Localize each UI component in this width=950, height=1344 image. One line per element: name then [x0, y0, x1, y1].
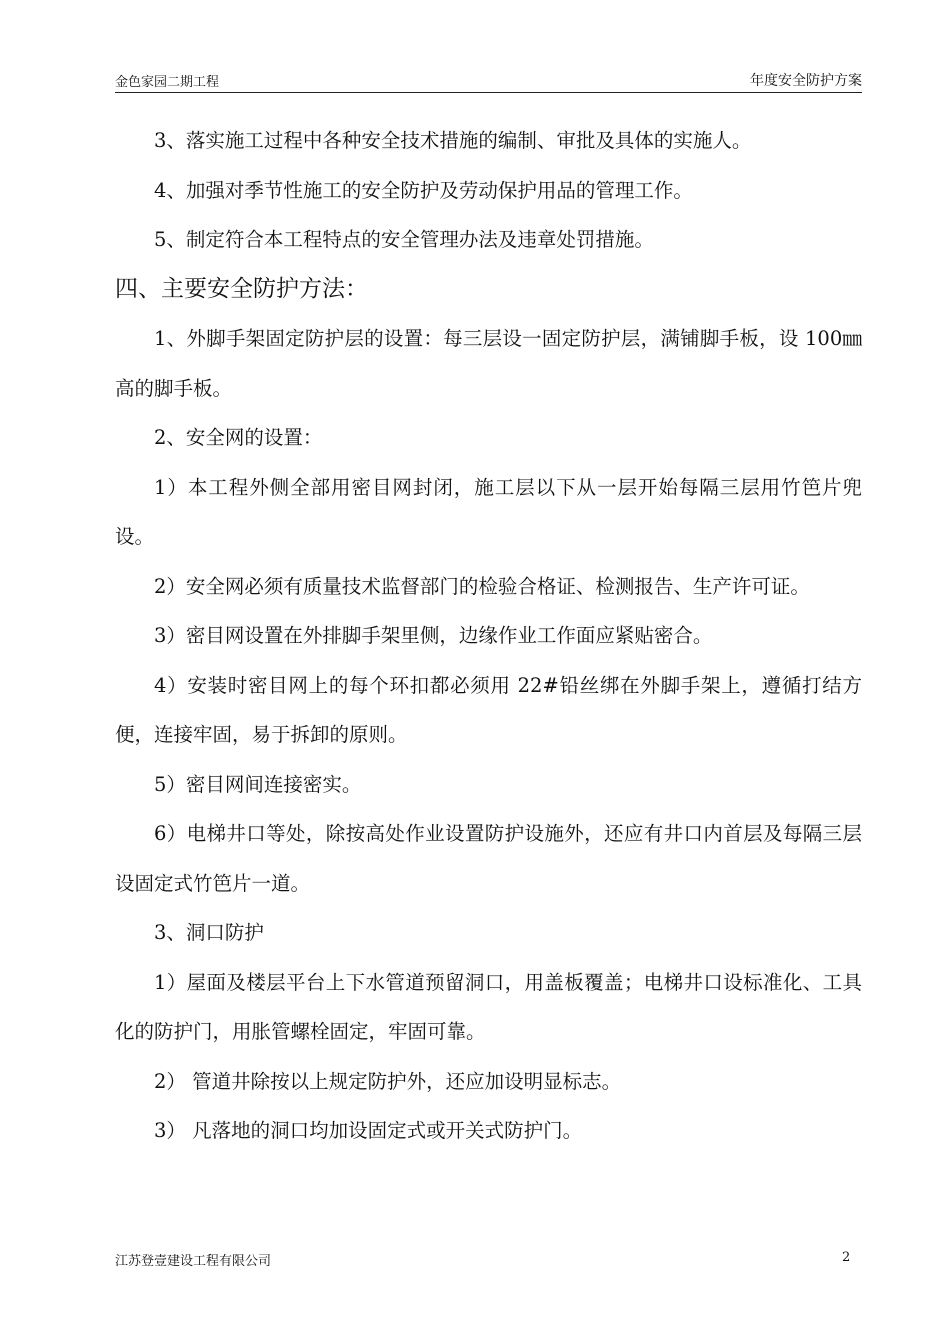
paragraph-item-4: 4、加强对季节性施工的安全防护及劳动保护用品的管理工作。	[154, 178, 693, 202]
document-title: 年度安全防护方案	[750, 73, 862, 89]
paragraph-net-4: 4）安装时密目网上的每个环扣都必须用 22#铅丝绑在外脚手架上，遵循打结方便，连接牢固，易于拆卸的原则。	[115, 673, 862, 746]
paragraph-net-2: 2）安全网必须有质量技术监督部门的检验合格证、检测报告、生产许可证。	[154, 574, 810, 598]
paragraph-opening-3: 3） 凡落地的洞口均加设固定式或开关式防护门。	[154, 1119, 583, 1142]
paragraph-opening-2: 2） 管道井除按以上规定防护外，还应加设明显标志。	[154, 1069, 622, 1093]
page-header	[115, 64, 862, 93]
section-heading: 四、主要安全防护方法：	[115, 275, 368, 302]
paragraph-net-5: 5）密目网间连接密实。	[154, 772, 362, 796]
paragraph-safety-net-title: 2、安全网的设置：	[154, 426, 323, 449]
page-number: 2	[842, 1250, 851, 1265]
project-name: 金色家园二期工程	[115, 75, 220, 90]
paragraph-net-3: 3）密目网设置在外排脚手架里侧，边缘作业工作面应紧贴密合。	[154, 624, 713, 647]
paragraph-item-3: 3、落实施工过程中各种安全技术措施的编制、审批及具体的实施人。	[154, 129, 752, 152]
paragraph-opening-title: 3、洞口防护	[154, 921, 264, 944]
paragraph-opening-1: 1）屋面及楼层平台上下水管道预留洞口，用盖板覆盖；电梯井口设标准化、工具化的防护门，用胀管螺栓固定，牢固可靠。	[115, 970, 862, 1043]
document-body	[115, 116, 862, 1156]
paragraph-net-1: 1）本工程外侧全部用密目网封闭，施工层以下从一层开始每隔三层用竹笆片兜设。	[115, 475, 862, 548]
paragraph-scaffold-protection: 1、外脚手架固定防护层的设置：每三层设一固定防护层，满铺脚手板，设 100㎜ 高的脚手板。	[115, 327, 862, 400]
paragraph-net-6: 6）电梯井口等处，除按高处作业设置防护设施外，还应有井口内首层及每隔三层设固定式竹笆片一道。	[115, 822, 862, 895]
footer-company: 江苏登壹建设工程有限公司	[115, 1254, 272, 1269]
paragraph-item-5: 5、制定符合本工程特点的安全管理办法及违章处罚措施。	[154, 228, 654, 251]
